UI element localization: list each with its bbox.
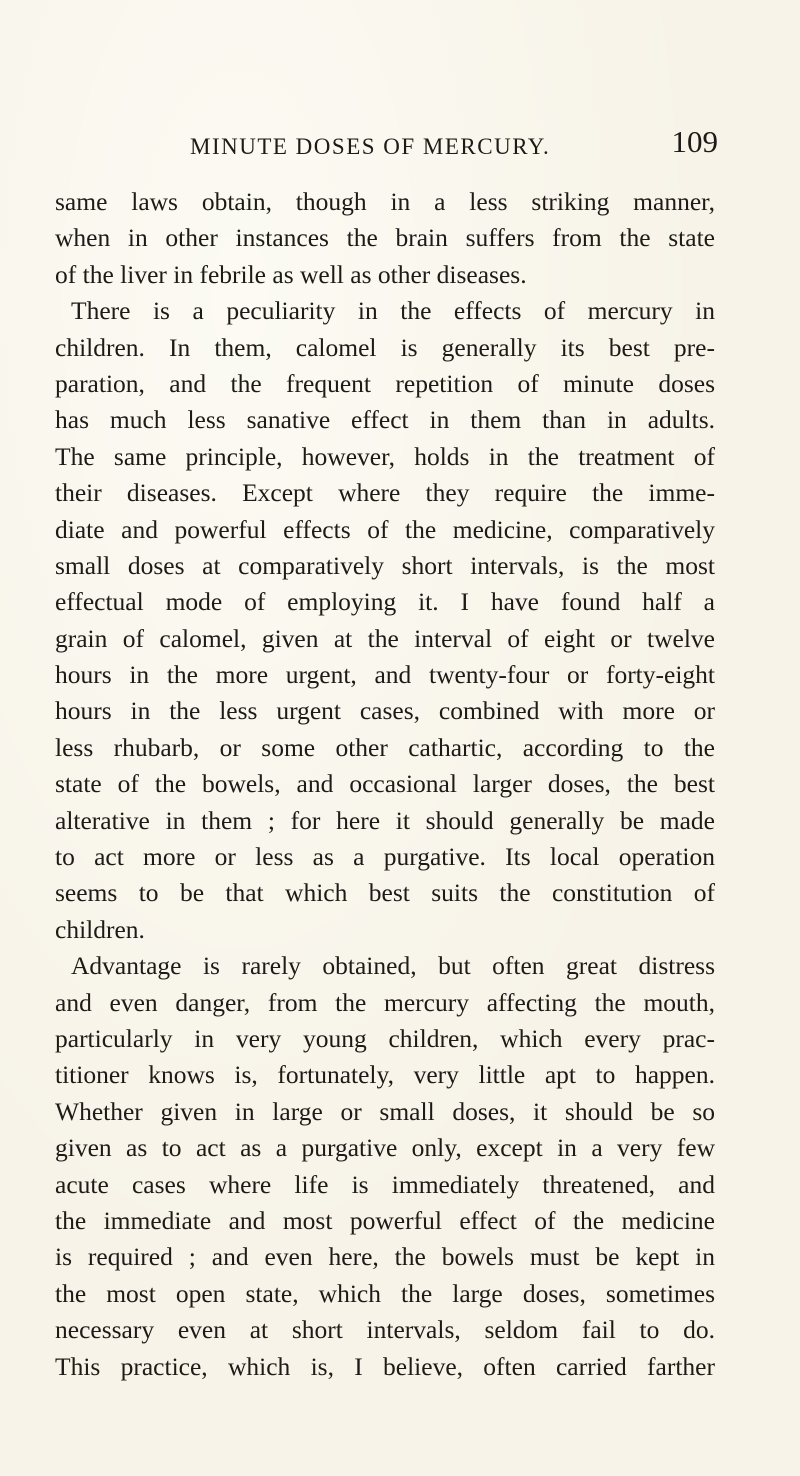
- text-line: Whether given in large or small doses, it should be so: [55, 1096, 715, 1126]
- page-header: [190, 124, 718, 174]
- text-line: This practice, which is, I believe, often carried farther: [55, 1351, 715, 1381]
- text-line: diate and powerful effects of the medicine, comparatively: [55, 514, 715, 544]
- text-line: the most open state, which the large doses, sometimes: [55, 1278, 715, 1308]
- text-line: titioner knows is, fortunately, very little apt to happen.: [55, 1060, 715, 1090]
- text-line: hours in the more urgent, and twenty-four or forty-eight: [55, 660, 715, 690]
- text-line: particularly in very young children, which every prac-: [55, 1023, 715, 1053]
- body-text: [55, 184, 715, 1385]
- text-line: seems to be that which best suits the constitution of: [55, 878, 715, 908]
- text-line: state of the bowels, and occasional larger doses, the best: [55, 769, 715, 799]
- text-line: There is a peculiarity in the effects of mercury in: [71, 296, 715, 326]
- text-line: alterative in them ; for here it should generally be made: [55, 805, 715, 835]
- text-line: effectual mode of employing it. I have found half a: [55, 587, 715, 617]
- text-line: the immediate and most powerful effect of the medicine: [55, 1205, 715, 1235]
- page-number: 109: [671, 124, 718, 159]
- text-line: necessary even at short intervals, seldom fail to do.: [55, 1315, 715, 1345]
- text-line: given as to act as a purgative only, except in a very few: [55, 1133, 715, 1163]
- text-line: The same principle, however, holds in the treatment of: [55, 441, 715, 471]
- text-line: small doses at comparatively short intervals, is the most: [55, 550, 715, 580]
- text-line: to act more or less as a purgative. Its local operation: [55, 842, 715, 872]
- text-line: of the liver in febrile as well as other diseases.: [55, 259, 527, 289]
- text-line: paration, and the frequent repetition of minute doses: [55, 368, 715, 398]
- text-line: children.: [55, 914, 145, 944]
- text-line: same laws obtain, though in a less striking manner,: [55, 187, 715, 216]
- text-line: hours in the less urgent cases, combined with more or: [55, 696, 715, 726]
- text-line: and even danger, from the mercury affecting the mouth,: [55, 987, 715, 1017]
- text-line: has much less sanative effect in them than in adults.: [55, 405, 715, 435]
- text-line: when in other instances the brain suffers from the state: [55, 223, 715, 253]
- text-line: is required ; and even here, the bowels must be kept in: [55, 1242, 715, 1272]
- text-line: acute cases where life is immediately threatened, and: [55, 1169, 715, 1199]
- text-line: Advantage is rarely obtained, but often great distress: [71, 951, 715, 981]
- text-line: children. In them, calomel is generally its best pre-: [55, 332, 715, 362]
- text-line: their diseases. Except where they require the imme-: [55, 478, 715, 508]
- text-line: grain of calomel, given at the interval of eight or twelve: [55, 623, 715, 653]
- text-line: less rhubarb, or some other cathartic, according to the: [55, 732, 715, 762]
- running-title: MINUTE DOSES OF MERCURY.: [190, 134, 551, 159]
